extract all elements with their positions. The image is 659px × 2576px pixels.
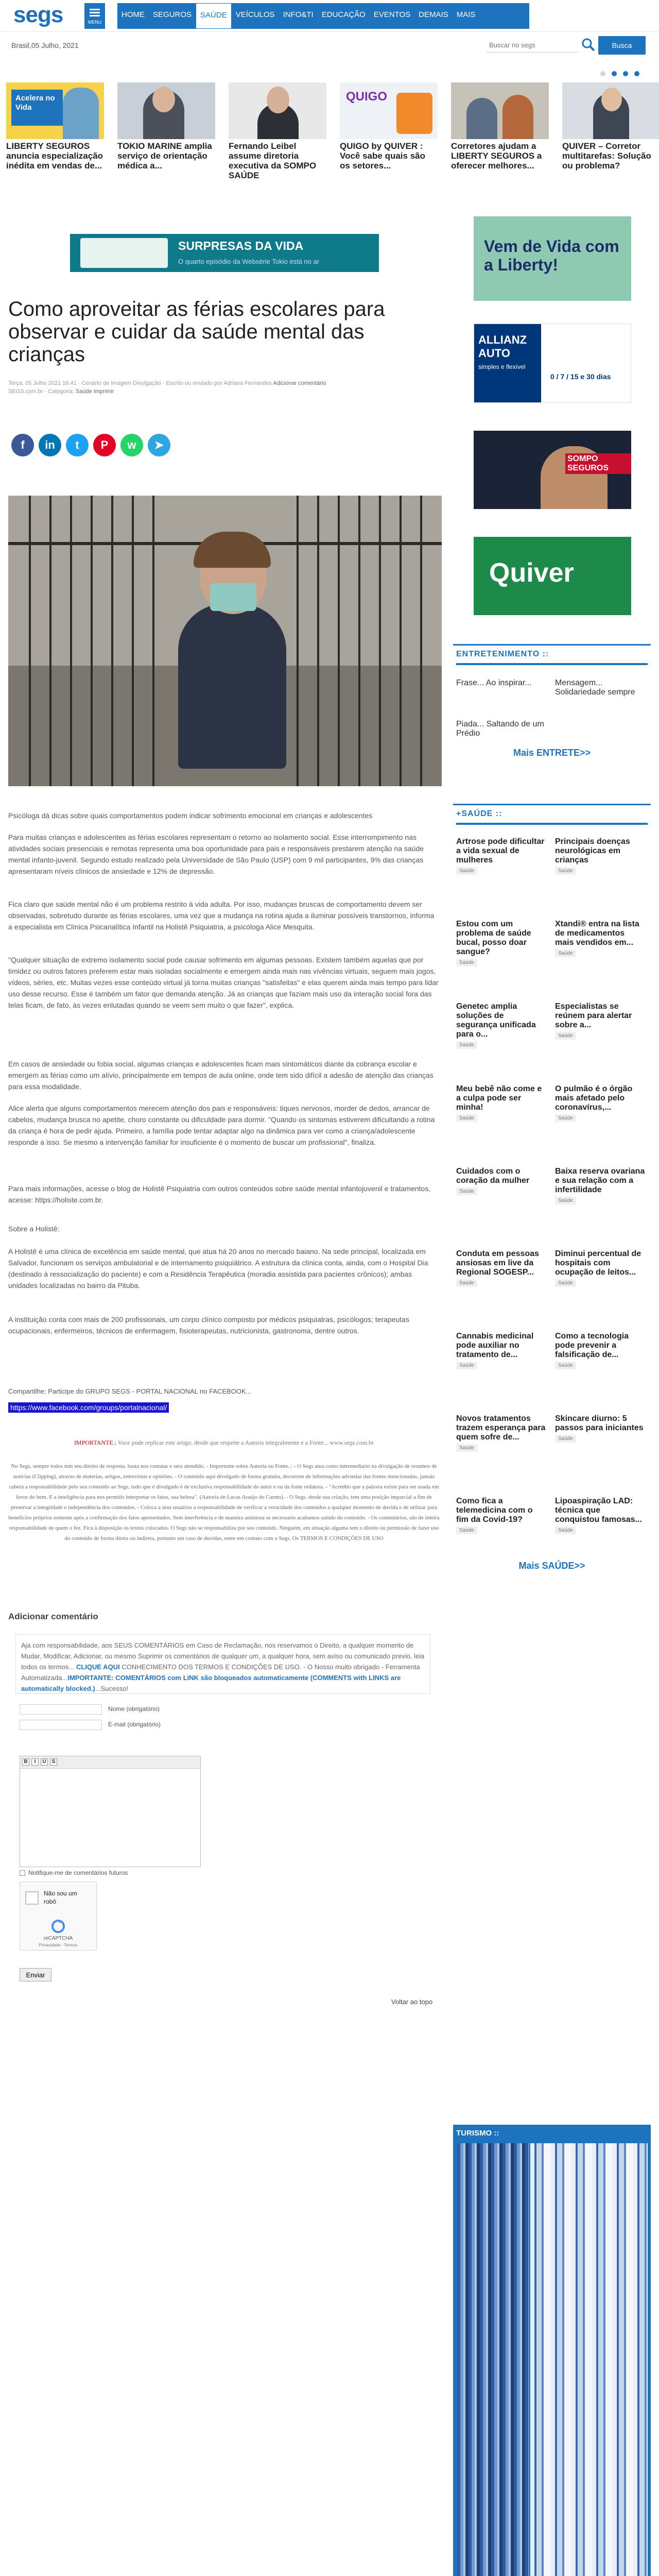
saude-list-item[interactable] [555,1084,646,1122]
ad-text: ALLIANZ AUTO [478,333,527,360]
saude-list-item[interactable] [456,837,547,875]
nav-infoti[interactable]: INFO&TI [283,10,314,19]
article-paragraph: Psicóloga dá dicas sobre quais comportamentos podem indicar sofrimento emocional em crianças e adolescentes [8,811,373,820]
section-heading: TURISMO :: [456,2129,499,2138]
carousel-title[interactable]: Fernando Leibel assume diretoria executiva da SOMPO SAÚDE [229,141,317,180]
underline-button[interactable]: U [41,1758,48,1766]
notice-text: CONHECIMENTO DOS TERMOS E CONDIÇÕES DE USO. - O Nosso muito obrigado - Ferramenta Automatizada... [21,1663,420,1682]
saude-item-title[interactable]: Novos tratamentos trazem esperança para quem sofre de... [456,1414,546,1442]
article-paragraph: "Qualquer situação de extremo isolamento social pode causar sofrimento em algumas pessoas. Existem também aquelas que por timidez ou outros fatores preferem estar mais isoladas socialmente e emergem ainda mais nas vivências virtuais, seguem mais jogos, vídeos, séries, etc. Muitas vezes esse conteúdo virtual já torna muitas crianças "satisfeitas" e elas querem ainda mais tempo para lidar uso desse recurso. Esse é também um fator que demanda atenção. Já as crianças que faziam mais uso da interação social fora das telas ficam, de fato, às vezes enlutadas quando se veem sem muito o que fazer", explica. [8,956,439,1009]
category-tag[interactable]: Saúde [555,1114,576,1122]
pinterest-icon[interactable]: P [93,434,116,456]
category-tag[interactable]: Saúde [555,1197,576,1205]
article-paragraph: A instituição conta com mais de 200 profissionais, um corpo clínico composto por médicos psiquiatras, psicólogos; terapeutas ocupacionais, enfermeiros, técnicos de enfermagem, fisioterapeutas, nutricionista, gastronoma, dentre outros. [8,1315,409,1335]
news-carousel [6,82,653,201]
carousel-item[interactable] [562,82,659,171]
article-photo [8,496,442,786]
article-paragraph: Fica claro que saúde mental não é um problema restrito à vida adulta. Por isso, mudanças bruscas de comportamento devem ser observadas, sobretudo durante as férias escolares, uma vez que a mudança na rotina ajuda a iluminar possíveis transtornos, informa a especialista em Clínica Psicanalítica Infantil na Holistê Psiquiatria, a psicóloga Alice Mesquita. [8,900,435,931]
notify-label: Notifique-me de comentários futuros [28,1869,128,1876]
allianz-ad[interactable] [474,324,631,403]
linkedin-icon[interactable]: in [39,434,61,456]
article-paragraph: Para mais informações, acesse o blog de Holistê Psiquiatria com outros conteúdos sobre saúde mental infantojuvenil e tratamentos, acesse: https://holiste.com.br. [8,1184,431,1204]
saude-item-title[interactable]: Cuidados com o coração da mulher [456,1167,530,1185]
section-heading: ENTRETENIMENTO :: [456,650,549,658]
saude-item-title[interactable]: O pulmão é o órgão mais afetado pelo coronavírus,... [555,1084,633,1112]
saude-list-item[interactable] [555,1167,646,1205]
carousel-image[interactable] [229,82,326,139]
logo-text[interactable]: segs [13,2,63,27]
nav-educacao[interactable]: EDUCAÇÃO [321,10,366,19]
whatsapp-icon[interactable]: w [120,434,143,456]
carousel-dot[interactable] [623,71,628,76]
saude-list-item[interactable] [456,1084,547,1122]
carousel-dot[interactable] [612,71,617,76]
saude-list-item[interactable] [555,1002,646,1040]
carousel-image[interactable] [562,82,659,139]
carousel-title[interactable]: LIBERTY SEGUROS anuncia especialização inédita em vendas de... [6,141,103,171]
category-tag[interactable]: Saúde [555,1362,576,1369]
carousel-item[interactable] [451,82,549,171]
carousel-item[interactable] [117,82,215,171]
saude-list-item[interactable] [456,920,547,967]
name-field[interactable] [20,1704,102,1715]
saude-list-item[interactable] [456,1332,547,1369]
image-caption: Acelera no Vida [11,90,63,126]
ad-text: Quiver [489,558,574,588]
comments-heading: Adicionar comentário [8,1612,98,1621]
carousel-title[interactable]: TOKIO MARINE amplia serviço de orientação médica a... [117,141,212,171]
carousel-dot[interactable] [600,71,605,76]
saude-item-title[interactable]: Genetec amplia soluções de segurança unificada para o... [456,1002,536,1039]
saude-item-title[interactable]: Como fica a telemedicina com o fim da Covid-19? [456,1497,533,1524]
turismo-image[interactable] [457,2143,529,2576]
strike-button[interactable]: S [50,1758,57,1766]
saude-item-title[interactable]: Cannabis medicinal pode auxiliar no tratamento de... [456,1332,534,1359]
article-paragraph: Sobre a Holistê: [8,1225,60,1233]
ad-sub: simples e flexível [478,363,526,370]
saude-list-item[interactable] [555,837,646,875]
notify-checkbox[interactable] [20,1870,25,1876]
italic-button[interactable]: I [31,1758,39,1766]
current-date: Brasil,05 Julho, 2021 [11,41,79,49]
twitter-icon[interactable]: t [66,434,89,456]
captcha-brand: reCAPTCHA [43,1936,73,1941]
terms-link[interactable]: CLIQUE AQUI [76,1663,120,1671]
banner-title: SURPRESAS DA VIDA [178,239,304,252]
turismo-image[interactable] [530,2143,648,2576]
more-saude-link[interactable]: Mais SAÚDE>> [518,1561,585,1571]
add-comment-link[interactable]: Adicionar comentário [273,380,326,386]
telegram-icon[interactable]: ➤ [148,434,170,456]
recaptcha-icon [50,1918,66,1935]
back-to-top-link[interactable]: Voltar ao topo [391,1998,433,2006]
tokio-banner-ad[interactable] [70,234,379,272]
nav-seguros[interactable]: SEGUROS [153,10,192,19]
nav-saude[interactable]: SAÚDE [196,3,232,29]
captcha-checkbox[interactable] [25,1891,39,1905]
saude-item-title[interactable]: Diminui percentual de hospitais com ocupação de leitos... [555,1249,641,1277]
print-link[interactable]: Imprimir [93,388,114,395]
category-link[interactable]: Saúde [75,388,92,395]
liberty-ad[interactable] [474,216,631,301]
category-tag[interactable]: Saúde [555,1435,576,1443]
saude-list-item[interactable] [456,1414,547,1452]
important-note [8,1437,440,1448]
nav-home[interactable]: HOME [122,10,145,19]
top-bar [0,0,659,32]
important-text: Voce pode replicar este artigo. desde que respeite a Autoria integralmente e a Fonte... www.segs.com.br [116,1439,374,1446]
saude-item-title[interactable]: Meu bebê não come e a culpa pode ser minha! [456,1084,542,1112]
saude-list-item[interactable] [456,1167,547,1195]
meta-line: Terça, 05 Julho 2021 16:41 · Cenário de Imagem Divulgação · Escrito ou enviado por Adriana Fernandes [8,380,272,386]
nav-demais[interactable]: DEMAIS [419,10,448,19]
notice-end: ...Sucesso! [95,1685,129,1692]
ad-text: SOMPO SEGUROS [565,453,631,474]
facebook-group-link[interactable]: https://www.facebook.com/groups/portalnacional/ [8,1402,169,1413]
editor-toolbar [20,1756,200,1769]
carousel-item[interactable] [340,82,438,171]
saude-list-item[interactable] [555,1414,646,1443]
important-label: IMPORTANTE.: [74,1439,117,1446]
saude-section [453,804,651,1577]
category-tag[interactable]: Saúde [555,1527,576,1534]
hamburger-icon [90,9,100,10]
bold-button[interactable]: B [22,1758,29,1766]
entretenimento-section [453,644,651,762]
saude-item-title[interactable]: Skincare diurno: 5 passos para iniciantes [555,1414,644,1432]
article-paragraph: A Holistê é uma clínica de excelência em saúde mental, que atua há 20 anos no mercado baiano. Na sede principal, localizada em Salvador, funcionam os serviços ambulatorial e de internamento psiquiátrico. A estrutura da clínica conta, ainda, com o Hospital Dia (destinado à ressocialização do paciente) e com a Residência Terapêutica (moradia assistida para pacientes crônicos); ambas unidades localizadas no bairro da Pituba. [8,1247,428,1290]
main-nav [117,3,529,29]
banner-subtitle: O quarto episódio da Websérie Tokio está no ar [178,258,320,265]
image-caption: QUIGO [346,90,388,104]
ad-note: 0 / 7 / 15 e 30 dias [550,372,611,381]
nav-veiculos[interactable]: VEÍCULOS [235,10,275,19]
saude-item-title[interactable]: Principais doenças neurológicas em crianças [555,837,630,865]
saude-item-title[interactable]: Conduta em pessoas ansiosas em live da Regional SOGESP... [456,1249,539,1277]
saude-list-item[interactable] [555,1497,646,1534]
carousel-dot[interactable] [634,71,639,76]
comment-editor[interactable] [20,1756,201,1867]
email-label: E-mail (obrigatório) [108,1721,161,1728]
carousel-title[interactable]: Corretores ajudam a LIBERTY SEGUROS a oferecer melhores... [451,141,542,171]
search-icon[interactable] [581,37,596,53]
list-item[interactable]: Frase... Ao inspirar... [456,679,532,687]
carousel-image[interactable] [117,82,215,139]
saude-item-title[interactable]: Artrose pode dificultar a vida sexual de mulheres [456,837,545,865]
article-title: Como aproveitar as férias escolares para observar e cuidar da saúde mental das crianças [8,298,385,366]
ad-text: Vem de Vida com a Liberty! [484,237,619,274]
share-line[interactable]: Compartilhe: Participe do GRUPO SEGS - PORTAL NACIONAL no FACEBOOK... [8,1387,252,1395]
list-item[interactable]: Mensagem... Solidariedade sempre [555,679,635,697]
menu-button[interactable] [84,3,105,29]
list-item[interactable]: Piada... Saltando de um Prédio [456,720,544,738]
carousel-dots [600,71,639,76]
email-field[interactable] [20,1720,102,1730]
saude-item-title[interactable]: Como a tecnologia pode prevenir a falsificação de... [555,1332,629,1359]
category-tag[interactable]: Saúde [456,867,477,875]
captcha-label: Não sou um robô [44,1890,77,1905]
carousel-image[interactable] [451,82,549,139]
category-tag[interactable]: Saúde [555,1032,576,1040]
share-buttons [11,434,170,456]
article-paragraph: Para muitas crianças e adolescentes as férias escolares representam o retorno ao isolamento social. Esse interrompimento nas atividades sociais presenciais e remotas representa uma boa oportunidade para pais e responsáveis prestarem atenção na saúde mental infanto-juvenil. Segundo estudo realizado pela Universidade de São Paulo (USP) com 9 mil participantes, 9% das crianças apresentaram níveis clínicos de ansiedade e 12% de depressão. [8,833,424,875]
captcha-terms[interactable]: Privacidade - Termos [39,1943,78,1947]
article-meta [8,379,436,396]
notice-text: Aja com responsabilidade, aos SEUS COMENTÁRIOS em Caso de Reclamação, nos reservamos o Direito, a qualquer momento de Mudar, Modificar, Adicionar, ou mesmo Suprimir os comentários de qualquer um, a qualquer hora, sem aviso ou comunicado previo, leia todos os termos... [21,1641,425,1671]
category-tag[interactable]: Saúde [456,1527,477,1534]
carousel-image[interactable] [340,82,438,139]
notice-important: IMPORTANTE: COMENTÁRIOS com LINK são bloqueados automaticamente (COMMENTS with LINKS are automatically blocked.) [21,1674,401,1692]
saude-item-title[interactable]: Especialistas se reúnem para alertar sobre a... [555,1002,632,1029]
saude-list-item[interactable] [555,1332,646,1369]
search-input[interactable] [486,38,579,53]
carousel-item[interactable] [6,82,104,171]
article-paragraph: Em casos de ansiedade ou fobia social, algumas crianças e adolescentes ficam mais sintomáticos diante da cobrança escolar e emergem as férias como um alívio, principalmente em tempos de aula online, onde tem sido difícil a adesão de atenção das crianças para essa modalidade. [8,1060,433,1091]
category-tag[interactable]: Saúde [456,1114,477,1122]
saude-item-title[interactable]: Lipoaspiração LAD: técnica que conquistou famosas... [555,1497,642,1524]
saude-list-item[interactable] [555,920,646,957]
nav-eventos[interactable]: EVENTOS [373,10,411,19]
menu-label: MENU [88,20,102,25]
category-tag[interactable]: Saúde [555,1279,576,1287]
carousel-title[interactable]: QUIVER – Corretor multitarefas: Solução ou problema? [562,141,651,171]
meta-source: SEGS.com.br - Categoria: [8,388,76,395]
category-tag[interactable]: Saúde [456,1362,477,1369]
category-tag[interactable]: Saúde [456,1279,477,1287]
search-button[interactable]: Busca [598,36,646,55]
send-button[interactable]: Enviar [20,1968,51,1981]
facebook-icon[interactable]: f [11,434,34,456]
category-tag[interactable]: Saúde [456,1041,477,1049]
saude-list-item[interactable] [555,1249,646,1287]
section-heading: +SAÚDE :: [456,809,502,818]
sompo-ad[interactable] [474,431,631,509]
quiver-ad[interactable] [474,537,631,615]
more-entretenimento-link[interactable]: Mais ENTRETE>> [513,748,591,758]
category-tag[interactable]: Saúde [456,1444,477,1452]
carousel-image[interactable] [6,82,104,139]
saude-list-item[interactable] [456,1002,547,1049]
nav-mais[interactable]: MAIS [456,10,476,19]
disclaimer-text: No Segs, sempre todos tem seu direito de resposta, basta nos contatar e sera atendido. - Importante sobre Autoria ou Fonte..: - O Segs atua como intermediario na divulgação de resumos de noticias (Clipping), atraves de materias, artigos, entrevistas e opiniões. - O conteúdo aqui divulgado de forma gratuita, decorrem de informações advindas das fontes mencionadas, jamais caberá a responsabilidade pelo seu conteúdo ao Segs, tudo que é divulgado é de exclusiva responsabilidade do autor e ou da fonte redatora. - "Acredito que a palavra existe para ser usada em favor do bem. E a inteligência para nos permitir interpretar os fatos, sua beleza". (Autoria de Lucas Araújo do Carmo). - O Segs, desde sua criação, tem uma posição imparcial a fim de preservar a integridade e independência dos conteúdos. - Coloca a seus usuários a responsabilidade de verificar a veracidade dos conteúdos a qualquer momento de duvida e de utilizar para benefícios próprios somente após a confirmação dos fatos apresentados. Sem interferência e de maneira amistosa se necessario acabamos saindo do conteúdo. - Os comentários, são de inteira responsabilidade de quem o fez. Fica à disposição os textos colocados. O Segs não se responsabiliza por seu conteúdo. Ninguém, em situação alguma tem o direito ou permissão de fazer uso do conteúdo de forma direta ou indireta, portanto em caso de duvidas, entre em contato com o Segs. Os TERMOS E CONDIÇÕES DE USO [8,1463,440,1541]
saude-item-title[interactable]: Baixa reserva ovariana e sua relação com a infertilidade [555,1167,645,1194]
carousel-title[interactable]: QUIGO by QUIVER : Você sabe quais são os setores... [340,141,425,171]
article-paragraph: Alice alerta que alguns comportamentos merecem atenção dos pais e responsáveis: tiques nervosos, morder de dedos, arrancar de cabelos, mudança brusca no apetite, choro constante ou dificuldade para dormir. "Quando os sintomas estiverem dificultando a rotina da criança é hora de pedir ajuda. Primeiro, a família pode tentar adaptar algo na dinâmica para ver como a criança/adolescente responde a isso. Se mesmo a intervenção familiar for insuficiente é o momento de buscar um profissional", finaliza. [8,1104,435,1146]
category-tag[interactable]: Saúde [555,950,576,957]
category-tag[interactable]: Saúde [456,1188,477,1195]
recaptcha-widget [20,1882,97,1951]
notify-option[interactable] [20,1869,128,1876]
carousel-item[interactable] [229,82,326,180]
saude-item-title[interactable]: Estou com um problema de saúde bucal, posso doar sangue? [456,920,531,956]
comments-notice [15,1634,430,1694]
saude-item-title[interactable]: Xtandi® entra na lista de medicamentos mais vendidos em... [555,920,639,947]
category-tag[interactable]: Saúde [456,959,477,967]
saude-list-item[interactable] [456,1249,547,1287]
category-tag[interactable]: Saúde [555,867,576,875]
name-label: Nome (obrigatório) [108,1705,160,1713]
saude-list-item[interactable] [456,1497,547,1534]
